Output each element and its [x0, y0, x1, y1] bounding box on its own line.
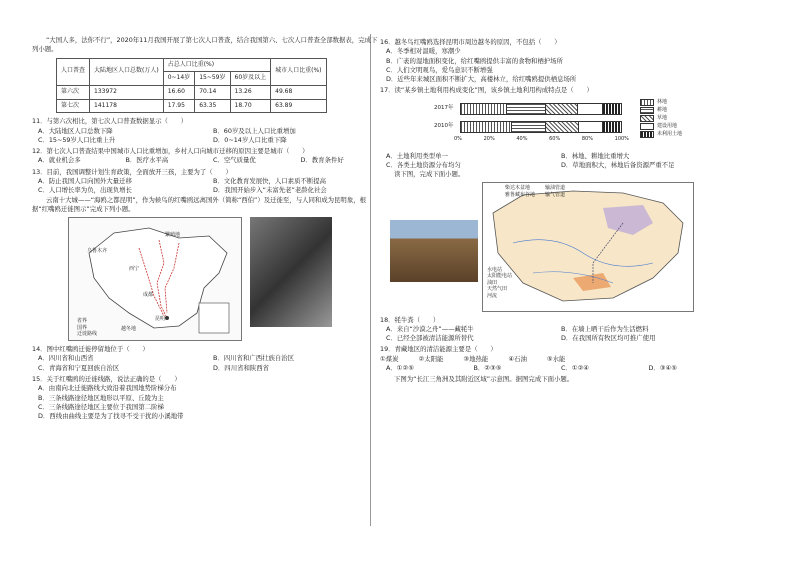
- option: C．人口增长率为负，出现负增长: [38, 186, 132, 195]
- yak-dung-photo: [390, 220, 478, 282]
- option: A．就业机会多: [38, 156, 81, 165]
- map-legend: 省界 国界 迁徙路线: [77, 318, 98, 338]
- census-table: [56, 58, 327, 114]
- intro-census: “大国人多，法你不行”，2020年11月我国开展了第七次人口普查，结合我国第六、七次人口普查全部数据表，完成下列小题。: [32, 36, 378, 54]
- gull-figures: [32, 217, 382, 343]
- tick-label: 20%: [483, 135, 495, 142]
- gull-photo: [250, 217, 332, 327]
- tick-label: 0%: [454, 135, 462, 142]
- map-label: 繁殖地: [165, 232, 181, 239]
- option: A．冬季相对温暖，寒潮少: [386, 47, 461, 56]
- option: C．已经全部被清洁能源所替代: [386, 334, 474, 343]
- tick-label: 80%: [581, 135, 593, 142]
- choice-item: ②太阳能: [418, 354, 444, 363]
- option: A．防止我国人口向国外大量迁移: [38, 177, 132, 185]
- option: A．土地利用类型单一: [386, 151, 448, 160]
- stacked-bar-2017: [460, 103, 622, 115]
- bar-segment-耕地: [507, 104, 545, 114]
- question-11: 11．与第六次相比，第七次人口普查数据显示（ ） A．大陆地区人口总数下降 B．60岁及以上人口比重增加 C．15~59岁人口比重上升 D．0~14岁人口比重下降: [32, 117, 382, 145]
- option: D．③④⑤: [648, 363, 677, 372]
- option: B．60岁及以上人口比重增加: [213, 126, 296, 135]
- table-row: 第七次 141178 17.95 63.35 18.70 63.89: [57, 99, 327, 113]
- option: C．人们文明观鸟，爱鸟意识不断增强: [386, 65, 493, 74]
- option: C．三条线路途径地区主要位于我国第二阶梯: [38, 402, 164, 411]
- option: C．①②④: [561, 363, 590, 372]
- bar-segment-草地: [546, 122, 580, 132]
- option: D．近些年来城区面积不断扩大，高楼林立，给红嘴鸥提供栖息场所: [386, 75, 577, 84]
- bar-segment-建设用地: [578, 104, 604, 114]
- option: D．0~14岁人口比重下降: [213, 135, 287, 144]
- option: D．我国开始步入“未富先老”老龄化社会: [213, 186, 327, 195]
- option: A．大陆地区人口总数下降: [38, 126, 113, 135]
- option: D．草地面积大，林地后备资源严重不足: [561, 160, 675, 169]
- option: B．广袤的湿地面积变化，给红嘴鸥提供丰富的食物和栖护场所: [386, 56, 563, 65]
- question-19: 19．青藏地区的清洁能源主要是（ ） ①煤炭 ②太阳能 ③地热能 ④石油 ⑤水能 A．①②⑤ B．②③⑤ C．①②④ D．③④⑤: [380, 345, 730, 373]
- choice-item: ①煤炭: [380, 354, 399, 363]
- intro-tibet: 读下图，完成下面小题。: [394, 170, 465, 179]
- option: A．四川省和山西省: [38, 354, 94, 363]
- stacked-bar-2010: [460, 121, 622, 133]
- table-subheader: 0~14岁: [163, 72, 194, 86]
- map-bottom-legend: 水电站 太阳能电站 油田 天然气田 河流: [487, 266, 513, 299]
- map-label: 昆明: [155, 316, 166, 323]
- legend-item: 草地: [640, 115, 682, 123]
- table-subheader: 15~59岁: [195, 72, 230, 86]
- map-label: 成都: [143, 292, 154, 299]
- tick-label: 100%: [614, 135, 629, 142]
- choice-item: ⑤水能: [546, 354, 566, 363]
- option: A．由南向北迁徙路线大致沿着我国地势阶梯分布: [38, 384, 177, 393]
- tibet-figures: [380, 182, 730, 314]
- question-15: 15．关于红嘴鸥的迁徙线路，说法正确的是（ ） A．由南向北迁徙路线大致沿着我国地势阶梯分布 B．三条线路途径地区地形以平原、丘陵为主 C．三条线路途径地区主要位于我国第二阶梯 D．西线由曲线主要是为了找寻不受干扰的小溪地带: [32, 375, 382, 421]
- table-header: 占总人口比重(%): [163, 58, 270, 72]
- intro-gull: 云南十大城——“海鸥之都昆明”，作为候鸟的红嘴鸥远离国外（简称“西伯”）及迁徙至，与人同和成为昆明象，根据“红嘴鸥迁徙图示”完成下列小题。: [32, 195, 366, 213]
- year-label: 2017年: [434, 104, 454, 111]
- option: B．三条线路途径地区地形以平原、丘陵为主: [38, 393, 164, 402]
- legend-item: 建设用地: [640, 123, 682, 131]
- option: D．西线由曲线主要是为了找寻不受干扰的小溪地带: [38, 412, 184, 421]
- question-16: 16．越冬鸟红嘴鸥选择昆明市周边越冬的原因，不包括（ ） A．冬季相对温暖，寒潮少 B．广袤的湿地面积变化，给红嘴鸥提供丰富的食物和栖护场所 C．人们文明观鸟，爱鸟意识不断增强 D．近些年来城区面积不断扩大，高楼林立，给红嘴鸥提供栖息场所: [380, 38, 730, 84]
- choice-item: ③地热能: [463, 354, 489, 363]
- legend-item: 耕地: [640, 107, 682, 115]
- map-legend: 柴达木盆地 输油管道 雅鲁藏布谷地 输气管道: [505, 184, 566, 198]
- x-axis-ticks: [454, 136, 629, 143]
- gull-migration-map: [68, 217, 242, 341]
- option: B．四川省和广西壮族自治区: [213, 354, 295, 363]
- plateau-map-icon: [483, 183, 693, 311]
- option: D．四川省和陕西省: [213, 363, 270, 372]
- bar-segment-未利用土地: [603, 104, 621, 114]
- right-column: [380, 38, 730, 385]
- tick-label: 60%: [549, 135, 561, 142]
- qinghai-tibet-map: [482, 182, 694, 312]
- option: D．在我国所有牧区均可推广使用: [561, 334, 656, 343]
- option: B．在墙上晒干后作为生活燃料: [561, 324, 649, 333]
- year-label: 2010年: [434, 122, 454, 129]
- question-14: 14．图中红嘴鸥迁徙停留地位于（ ） A．四川省和山西省 B．四川省和广西壮族自治区 C．青海省和宁夏回族自治区 D．四川省和陕西省: [32, 345, 382, 373]
- option: A．来自“沙漠之舟”——藏牦牛: [386, 324, 474, 333]
- question-13: 13．目前，我国调整计划生育政策，全面放开三孩，主要为了（ ） A．防止我国人口向国外大量迁移 B．文化教育发展快，人口素质不断提高 C．人口增长率为负，出现负增长 D．我国开始步入“未富先老”老龄化社会: [32, 168, 382, 196]
- choice-item: ④石油: [508, 354, 527, 363]
- question-18: 18．牦牛粪（ ） A．来自“沙漠之舟”——藏牦牛 B．在墙上晒干后作为生活燃料 C．已经全部被清洁能源所替代 D．在我国所有牧区均可推广使用: [380, 316, 730, 344]
- bar-segment-草地: [546, 104, 578, 114]
- option: B．林地、耕地比重增大: [561, 151, 630, 160]
- table-subheader: 60岁及以上: [230, 72, 271, 86]
- chart-legend: [640, 99, 682, 139]
- option: B．医疗水平高: [125, 156, 169, 165]
- option: C．空气质量优: [213, 156, 256, 165]
- map-label: 越冬地: [121, 326, 137, 333]
- legend-item: 林地: [640, 99, 682, 107]
- table-header: 大陆地区人口总数(万人): [90, 58, 164, 85]
- question-12: 12．第七次人口普查结果中国城市人口比重增加，乡村人口向城市迁移的原因主要是城市（ ） A．就业机会多 B．医疗水平高 C．空气质量优 D．教育条件好: [32, 147, 382, 166]
- option: C．15~59岁人口比重上升: [38, 135, 116, 144]
- option: A．①②⑤: [386, 363, 414, 372]
- option: C．各类土地资源分布均匀: [386, 160, 461, 169]
- left-column: [32, 36, 382, 421]
- bar-segment-耕地: [512, 122, 546, 132]
- option: D．教育条件好: [300, 156, 344, 165]
- bar-segment-未利用土地: [603, 122, 621, 132]
- bar-segment-建设用地: [579, 122, 603, 132]
- option: C．青海省和宁夏回族自治区: [38, 363, 120, 372]
- map-label: 乌鲁木齐: [87, 248, 108, 255]
- table-header: 人口普查: [57, 58, 90, 85]
- question-17: 17．读“某乡镇土地利用构成变化”图，该乡镇土地利用构成特点是（ ） 2017年 2010年 0% 20% 40% 60% 80% 100% 林地 耕地 草地 建设用地 未利用土地 A．土地利用类型单一 B．林地、耕地比重增大 C．各类土地资源分布均匀 D．草地面积大，林地后备资源严重不足: [380, 86, 730, 170]
- bar-segment-林地: [461, 122, 512, 132]
- tick-label: 40%: [516, 135, 528, 142]
- map-label: 西宁: [129, 266, 140, 273]
- bar-segment-林地: [461, 104, 507, 114]
- option: B．②③⑤: [473, 363, 502, 372]
- legend-item: 未利用土地: [640, 131, 682, 139]
- option: B．文化教育发展快，人口素质不断提高: [213, 177, 327, 185]
- table-header: 城市人口比重(%): [271, 58, 326, 85]
- land-use-chart: [390, 99, 730, 149]
- table-row: 第六次 133972 16.60 70.14 13.26 49.68: [57, 85, 327, 99]
- intro-yangtze: 下图为“长江三角洲及其附近区域”示意图。据图完成下面小题。: [394, 375, 574, 384]
